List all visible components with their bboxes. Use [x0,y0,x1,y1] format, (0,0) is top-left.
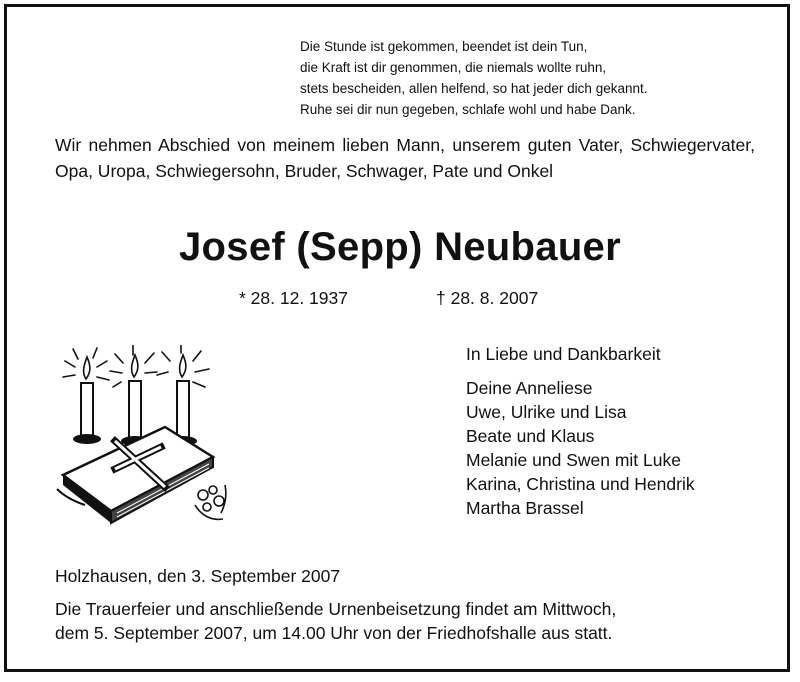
poem-line: Ruhe sei dir nun gegeben, schlafe wohl und habe Dank. [300,102,636,117]
mourner-name: Beate und Klaus [466,426,595,446]
poem-line: stets bescheiden, allen helfend, so hat jeder dich gekannt. [300,81,648,96]
farewell-text: Wir nehmen Abschied von meinem lieben Mann, unserem guten Vater, Schwiegervater, Opa, Uropa, Schwiegersohn, Bruder, Schwager, Pate und Onkel [55,135,755,181]
funeral-info [55,597,755,645]
mourners-list [466,342,776,520]
poem [300,36,770,120]
deceased-name: Josef (Sepp) Neubauer [179,225,621,269]
mourner-name: Uwe, Ulrike und Lisa [466,402,627,422]
death-date: † 28. 8. 2007 [436,288,539,308]
poem-line: die Kraft ist dir genommen, die niemals wollte ruhn, [300,60,607,75]
funeral-line: Die Trauerfeier und anschließende Urnenbeisetzung findet am Mittwoch, [55,599,617,619]
mourner-name: Deine Anneliese [466,378,593,398]
mourners-heading: In Liebe und Dankbarkeit [466,344,661,364]
mourner-name: Melanie und Swen mit Luke [466,450,681,470]
funeral-line: dem 5. September 2007, um 14.00 Uhr von der Friedhofshalle aus statt. [55,623,613,643]
birth-date: * 28. 12. 1937 [239,288,348,308]
mourner-name: Karina, Christina und Hendrik [466,474,695,494]
poem-line: Die Stunde ist gekommen, beendet ist dein Tun, [300,39,588,54]
candles-bible-icon [55,345,235,530]
place-date: Holzhausen, den 3. September 2007 [55,566,341,586]
mourner-name: Martha Brassel [466,498,584,518]
